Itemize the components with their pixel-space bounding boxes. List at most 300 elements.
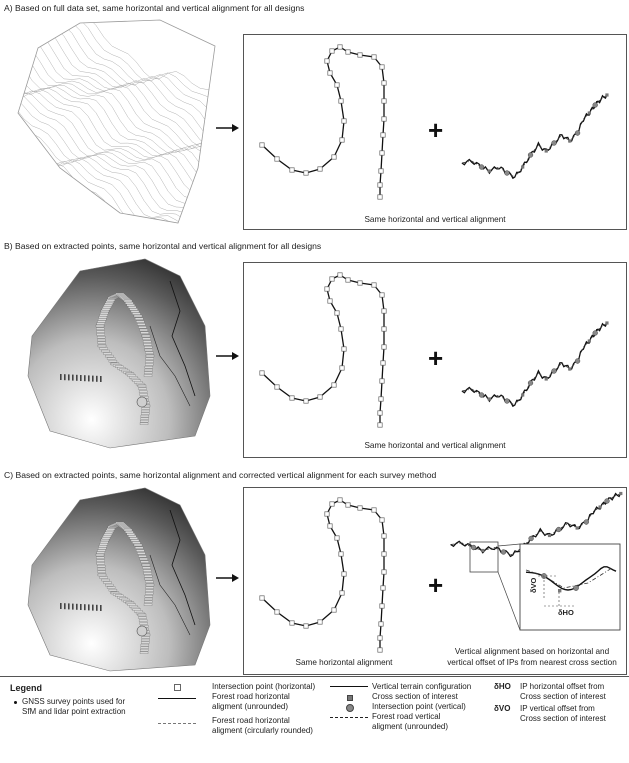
gnss-point-cluster [144,572,152,574]
ip-horizontal-marker [346,278,350,282]
ip-horizontal-marker [382,99,386,103]
ip-horizontal-marker [372,55,376,59]
ip-vertical-marker [584,520,589,525]
ip-horizontal-marker [380,65,384,69]
gnss-point-cluster [134,544,142,546]
ip-horizontal-marker [338,498,342,502]
ip-vertical-marker [575,359,580,364]
gnss-point-cluster [145,590,153,592]
gnss-point-cluster [144,604,152,606]
ip-horizontal-marker [325,287,329,291]
legend-dho-symbol: δHO [494,682,511,691]
gnss-point-cluster [103,582,111,584]
gnss-point-cluster [100,376,102,382]
ip-horizontal-marker [275,157,279,161]
gnss-point-cluster [128,306,136,308]
caption-c-right-1: Vertical alignment based on horizontal and [454,647,610,656]
inset-cross-section-marker [558,589,561,592]
gnss-point-cluster [98,342,106,344]
ip-horizontal-marker [372,283,376,287]
ip-horizontal-marker [379,622,383,626]
ip-horizontal-marker [290,396,294,400]
ip-horizontal-marker [358,281,362,285]
gnss-point-cluster [145,592,153,594]
gnss-point-cluster [96,554,104,556]
gnss-point-cluster [142,408,150,410]
gnss-point-cluster [76,604,78,610]
gnss-point-cluster [130,537,138,539]
ip-vertical-marker [479,165,484,170]
gnss-point-cluster [68,603,70,609]
gnss-point-cluster [131,311,139,313]
gnss-point-cluster [60,603,62,609]
gnss-point-cluster [144,375,152,377]
gnss-point-cluster [97,560,105,562]
ip-horizontal-marker [346,503,350,507]
ip-horizontal-marker [382,570,386,574]
ip-horizontal-marker [328,524,332,528]
gnss-point-cluster [140,420,148,422]
section-b-title: B) Based on extracted points, same horizontal and vertical alignment for all designs [4,241,322,251]
ip-horizontal-marker [378,648,382,652]
gnss-point-cluster [99,316,107,318]
ip-vertical-marker [528,153,533,158]
gnss-point-cluster [141,561,149,563]
cross-section-marker [545,149,548,152]
gnss-point-cluster [96,325,104,327]
ip-horizontal-marker [382,117,386,121]
ip-horizontal-marker [380,604,384,608]
gnss-point-cluster [145,595,153,597]
cross-section-marker [488,169,491,172]
gnss-point-cluster [138,614,146,616]
ip-horizontal-marker [335,311,339,315]
gnss-point-cluster [140,423,148,425]
gnss-point-cluster [102,350,110,352]
road-horizontal-alignment [262,47,384,197]
ip-horizontal-marker [304,399,308,403]
contour-line [10,218,220,227]
ip-horizontal-marker [304,171,308,175]
ip-horizontal-marker [338,45,342,49]
legend-dvo-1: IP vertical offset from [520,704,595,713]
gnss-point-cluster [92,376,94,382]
gnss-point-cluster [140,329,148,331]
ip-horizontal-marker [339,327,343,331]
gnss-point-cluster [145,366,153,368]
gnss-point-cluster [145,363,153,365]
gnss-point-cluster [88,604,90,610]
gnss-point-cluster [137,626,147,636]
gnss-point-cluster [98,550,106,552]
legend-road-h-rounded-2: aligment (circularly rounded) [212,726,313,735]
gnss-point-cluster [142,335,150,337]
gnss-point-cluster [130,308,138,310]
gnss-point-cluster [100,577,108,579]
legend-gnss-1: GNSS survey points used for [22,697,126,706]
gnss-point-cluster [134,315,142,317]
gnss-point-cluster [88,375,90,381]
cross-section-icon [347,695,353,701]
ip-horizontal-marker [380,518,384,522]
legend-road-h-unrounded-2: aligment (unrounded) [212,702,289,711]
ip-horizontal-marker [275,610,279,614]
road-h-unrounded-icon [158,698,196,699]
gnss-point-cluster [146,358,154,360]
gnss-point-cluster [96,605,98,611]
cross-section-marker [568,367,571,370]
gnss-point-cluster [97,568,105,570]
cross-section-marker [619,492,622,495]
road-v-icon [330,717,368,718]
gnss-point-cluster [139,617,147,619]
ip-horizontal-marker [260,143,264,147]
ip-horizontal-marker [382,309,386,313]
gnss-point-cluster [141,410,149,412]
ip-vertical-marker [552,141,557,146]
legend-road-h-rounded-1: Forest road horizontal [212,716,290,725]
ip-horizontal-marker [382,327,386,331]
legend-cross-section: Cross section of interest [372,692,458,701]
gnss-point-cluster [60,374,62,380]
gnss-point-cluster [138,326,146,328]
ip-horizontal-marker [260,371,264,375]
ip-horizontal-marker [325,512,329,516]
gnss-point-cluster [96,328,104,330]
gnss-point-cluster [146,587,154,589]
dem-map-c [20,485,220,675]
ip-horizontal-marker [346,50,350,54]
legend-dho-1: IP horizontal offset from [520,682,605,691]
legend-road-v-1: Forest road vertical [372,712,441,721]
gnss-point-cluster [131,540,139,542]
gnss-point-cluster [68,374,70,380]
cross-section-marker [568,139,571,142]
gnss-point-cluster [80,375,82,381]
cross-section-marker [521,393,524,396]
legend-dvo-2: Cross section of interest [520,714,606,723]
ip-vertical-marker [501,550,506,555]
gnss-point-cluster [135,318,143,320]
gnss-point-cluster [136,321,144,323]
gnss-point-cluster [143,570,151,572]
gnss-point-cluster [145,349,153,351]
gnss-point-cluster [100,541,108,543]
ip-horizontal-marker [338,273,342,277]
gnss-point-cluster [97,562,105,564]
road-horizontal-alignment [262,275,384,425]
ip-horizontal-marker [378,411,382,415]
gnss-point-cluster [100,543,108,545]
ip-vertical-icon [346,704,354,712]
legend-ip-v: Intersection point (vertical) [372,702,466,711]
ip-vertical-marker [471,545,476,550]
gnss-point-cluster [140,652,148,654]
cross-section-marker [605,93,608,96]
gnss-point-cluster [146,355,154,357]
gnss-point-cluster [144,372,152,374]
plus-sign-b: + [428,343,444,373]
arrow-a [214,122,240,134]
ip-vertical-marker [575,131,580,136]
caption-b: Same horizontal and vertical alignment [364,441,506,450]
ip-horizontal-marker [382,534,386,538]
ip-horizontal-marker [380,379,384,383]
vertical-alignment-b [458,321,618,411]
gnss-point-cluster [124,529,132,531]
gnss-point-cluster [141,644,149,646]
gnss-point-cluster [142,637,150,639]
ip-vertical-marker [552,369,557,374]
ip-horizontal-marker [304,624,308,628]
vertical-alignment-a [458,93,618,183]
ip-horizontal-marker [380,293,384,297]
gnss-point-cluster [140,558,148,560]
gnss-point-cluster [140,649,148,651]
ip-horizontal-marker [381,133,385,137]
gnss-point-cluster [98,547,106,549]
gnss-point-cluster [107,587,115,589]
gnss-point-cluster [97,336,105,338]
ip-horizontal-marker [379,397,383,401]
gnss-point-cluster [80,604,82,610]
caption-c-left: Same horizontal alignment [295,658,393,667]
legend-ip-h: Intersection point (horizontal) [212,682,316,691]
gnss-point-cluster [141,418,149,420]
gnss-point-cluster [137,552,145,554]
gnss-point-cluster [98,321,106,323]
gnss-point-cluster [97,323,105,325]
gnss-point-cluster [145,361,153,363]
ip-horizontal-marker [335,83,339,87]
gnss-point-cluster [144,575,152,577]
gnss-point-cluster [136,550,144,552]
ip-horizontal-marker [378,423,382,427]
cross-section-marker [521,165,524,168]
gnss-point-cluster [125,302,133,304]
gnss-point-cluster [64,374,66,380]
cross-section-marker [588,111,591,114]
ip-vertical-marker [593,331,598,336]
ip-horizontal-marker [318,167,322,171]
ip-horizontal-marker [381,361,385,365]
gnss-point-cluster [140,393,148,395]
ip-horizontal-marker [332,608,336,612]
gnss-point-cluster [141,415,149,417]
inset-vo-label: δVO [529,577,538,593]
ip-horizontal-marker [339,99,343,103]
road-vertical-alignment [462,95,607,177]
gnss-point-cluster [124,300,132,302]
arrow-c [214,572,240,584]
ip-vertical-marker [529,536,534,541]
ip-horizontal-icon [174,684,181,691]
gnss-point-cluster [141,413,149,415]
gnss-point-cluster [144,343,152,345]
gnss-point-cluster [145,581,153,583]
ip-horizontal-marker [382,345,386,349]
gnss-point-cluster [139,388,147,390]
gnss-point-cluster [100,605,102,611]
gnss-point-cluster [103,353,111,355]
gnss-point-cluster [141,639,149,641]
section-c-title: C) Based on extracted points, same horizontal alignment and corrected vertical alignment for each survey method [4,470,437,480]
gnss-point-cluster [72,604,74,610]
ip-horizontal-marker [318,395,322,399]
cross-section-marker [488,397,491,400]
gnss-point-cluster [98,571,106,573]
gnss-point-cluster [127,304,135,306]
road-horizontal-alignment [262,500,384,650]
gnss-point-cluster [138,555,146,557]
ip-vertical-marker [605,499,610,504]
gnss-point-cluster [141,642,149,644]
gnss-point-cluster [98,318,106,320]
gnss-point-cluster [64,603,66,609]
section-a-title: A) Based on full data set, same horizontal and vertical alignment for all designs [4,3,305,13]
ip-horizontal-marker [340,366,344,370]
legend-road-v-2: aligment (unrounded) [372,722,449,731]
road-h-rounded-icon [158,723,196,724]
plus-sign-a: + [428,115,444,145]
contour-map-a [10,18,220,226]
gnss-point-cluster [146,584,154,586]
gnss-point-cluster [105,355,113,357]
gnss-point-cluster [105,584,113,586]
legend-dvo-symbol: δVO [494,704,511,713]
inset-ho-label: δHO [558,608,574,617]
ip-vertical-marker [556,527,561,532]
cross-section-marker [481,549,484,552]
gnss-point-cluster [92,605,94,611]
gnss-point-cluster [144,346,152,348]
gnss-point-cluster [145,369,153,371]
ip-horizontal-marker [382,552,386,556]
gnss-point-cluster [97,331,105,333]
ip-horizontal-marker [358,506,362,510]
ip-horizontal-marker [382,81,386,85]
gnss-point-cluster [97,565,105,567]
ip-horizontal-marker [372,508,376,512]
ip-horizontal-marker [328,299,332,303]
ip-horizontal-marker [340,138,344,142]
legend-gnss-2: SfM and lidar point extraction [22,707,126,716]
ip-horizontal-marker [335,536,339,540]
ip-horizontal-marker [332,383,336,387]
ip-horizontal-marker [342,572,346,576]
gnss-point-cluster [107,358,115,360]
ip-horizontal-marker [380,151,384,155]
gnss-point-cluster [137,397,147,407]
gnss-point-cluster [127,533,135,535]
gnss-point-cluster [109,360,117,362]
gnss-point-cluster [72,375,74,381]
ip-horizontal-marker [378,195,382,199]
cross-section-marker [576,526,579,529]
gnss-point-cluster [140,622,148,624]
ip-horizontal-marker [330,502,334,506]
panel-c [243,487,627,675]
ip-vertical-marker [593,103,598,108]
caption-a: Same horizontal and vertical alignment [364,215,506,224]
gnss-point-cluster [97,339,105,341]
ip-horizontal-marker [379,169,383,173]
ip-horizontal-marker [260,596,264,600]
gnss-point-cluster [141,647,149,649]
gnss-point-cluster [128,535,136,537]
ip-horizontal-marker [328,71,332,75]
panel-a [243,34,627,230]
gnss-point-cluster [138,385,146,387]
gnss-point-cluster [84,604,86,610]
legend-title: Legend [10,683,43,693]
ip-horizontal-marker [290,621,294,625]
ip-horizontal-marker [318,620,322,624]
ip-horizontal-marker [325,59,329,63]
gnss-point-cluster [143,341,151,343]
legend-terrain: Vertical terrain configuration [372,682,472,691]
ip-horizontal-marker [340,591,344,595]
ip-vertical-marker [479,393,484,398]
cross-section-marker [588,339,591,342]
dem-map-b [20,256,220,456]
arrow-b [214,350,240,362]
plus-sign-c: + [428,570,444,600]
ip-vertical-marker [505,399,510,404]
ip-horizontal-marker [275,385,279,389]
gnss-point-cluster [99,545,107,547]
gnss-point-cluster [84,375,86,381]
legend-dho-2: Cross section of interest [520,692,606,701]
ip-horizontal-marker [342,119,346,123]
gnss-point-cluster [98,345,106,347]
gnss-point-cluster [135,547,143,549]
gnss-point-cluster [145,598,153,600]
gnss-point-cluster [125,531,133,533]
gnss-point-cluster [142,564,150,566]
gnss-point-cluster [100,312,108,314]
legend-road-h-unrounded-1: Forest road horizontal [212,692,290,701]
ip-horizontal-marker [330,49,334,53]
gnss-point-cluster [144,601,152,603]
cross-section-marker [605,321,608,324]
gnss-point-cluster [132,542,140,544]
panel-b [243,262,627,458]
gnss-point-cluster [137,323,145,325]
legend [0,676,629,763]
gnss-point-cluster [145,352,153,354]
cross-section-marker [548,534,551,537]
gnss-point-cluster [96,557,104,559]
gnss-point-cluster [139,620,147,622]
gnss-point-cluster [145,578,153,580]
caption-c-right-2: vertical offset of IPs from nearest cross section [447,658,617,667]
gnss-point-cluster [96,376,98,382]
gnss-point-cluster [141,332,149,334]
ip-horizontal-marker [381,586,385,590]
ip-horizontal-marker [332,155,336,159]
gnss-point-cluster [139,391,147,393]
ip-vertical-marker [528,381,533,386]
ip-horizontal-marker [339,552,343,556]
ip-horizontal-marker [378,636,382,640]
gnss-point-cluster [76,375,78,381]
gnss-point-cluster [109,589,117,591]
cross-section-marker [599,505,602,508]
inset-ip-marker [573,585,578,590]
gnss-point-cluster [100,314,108,316]
gnss-point-cluster [97,552,105,554]
